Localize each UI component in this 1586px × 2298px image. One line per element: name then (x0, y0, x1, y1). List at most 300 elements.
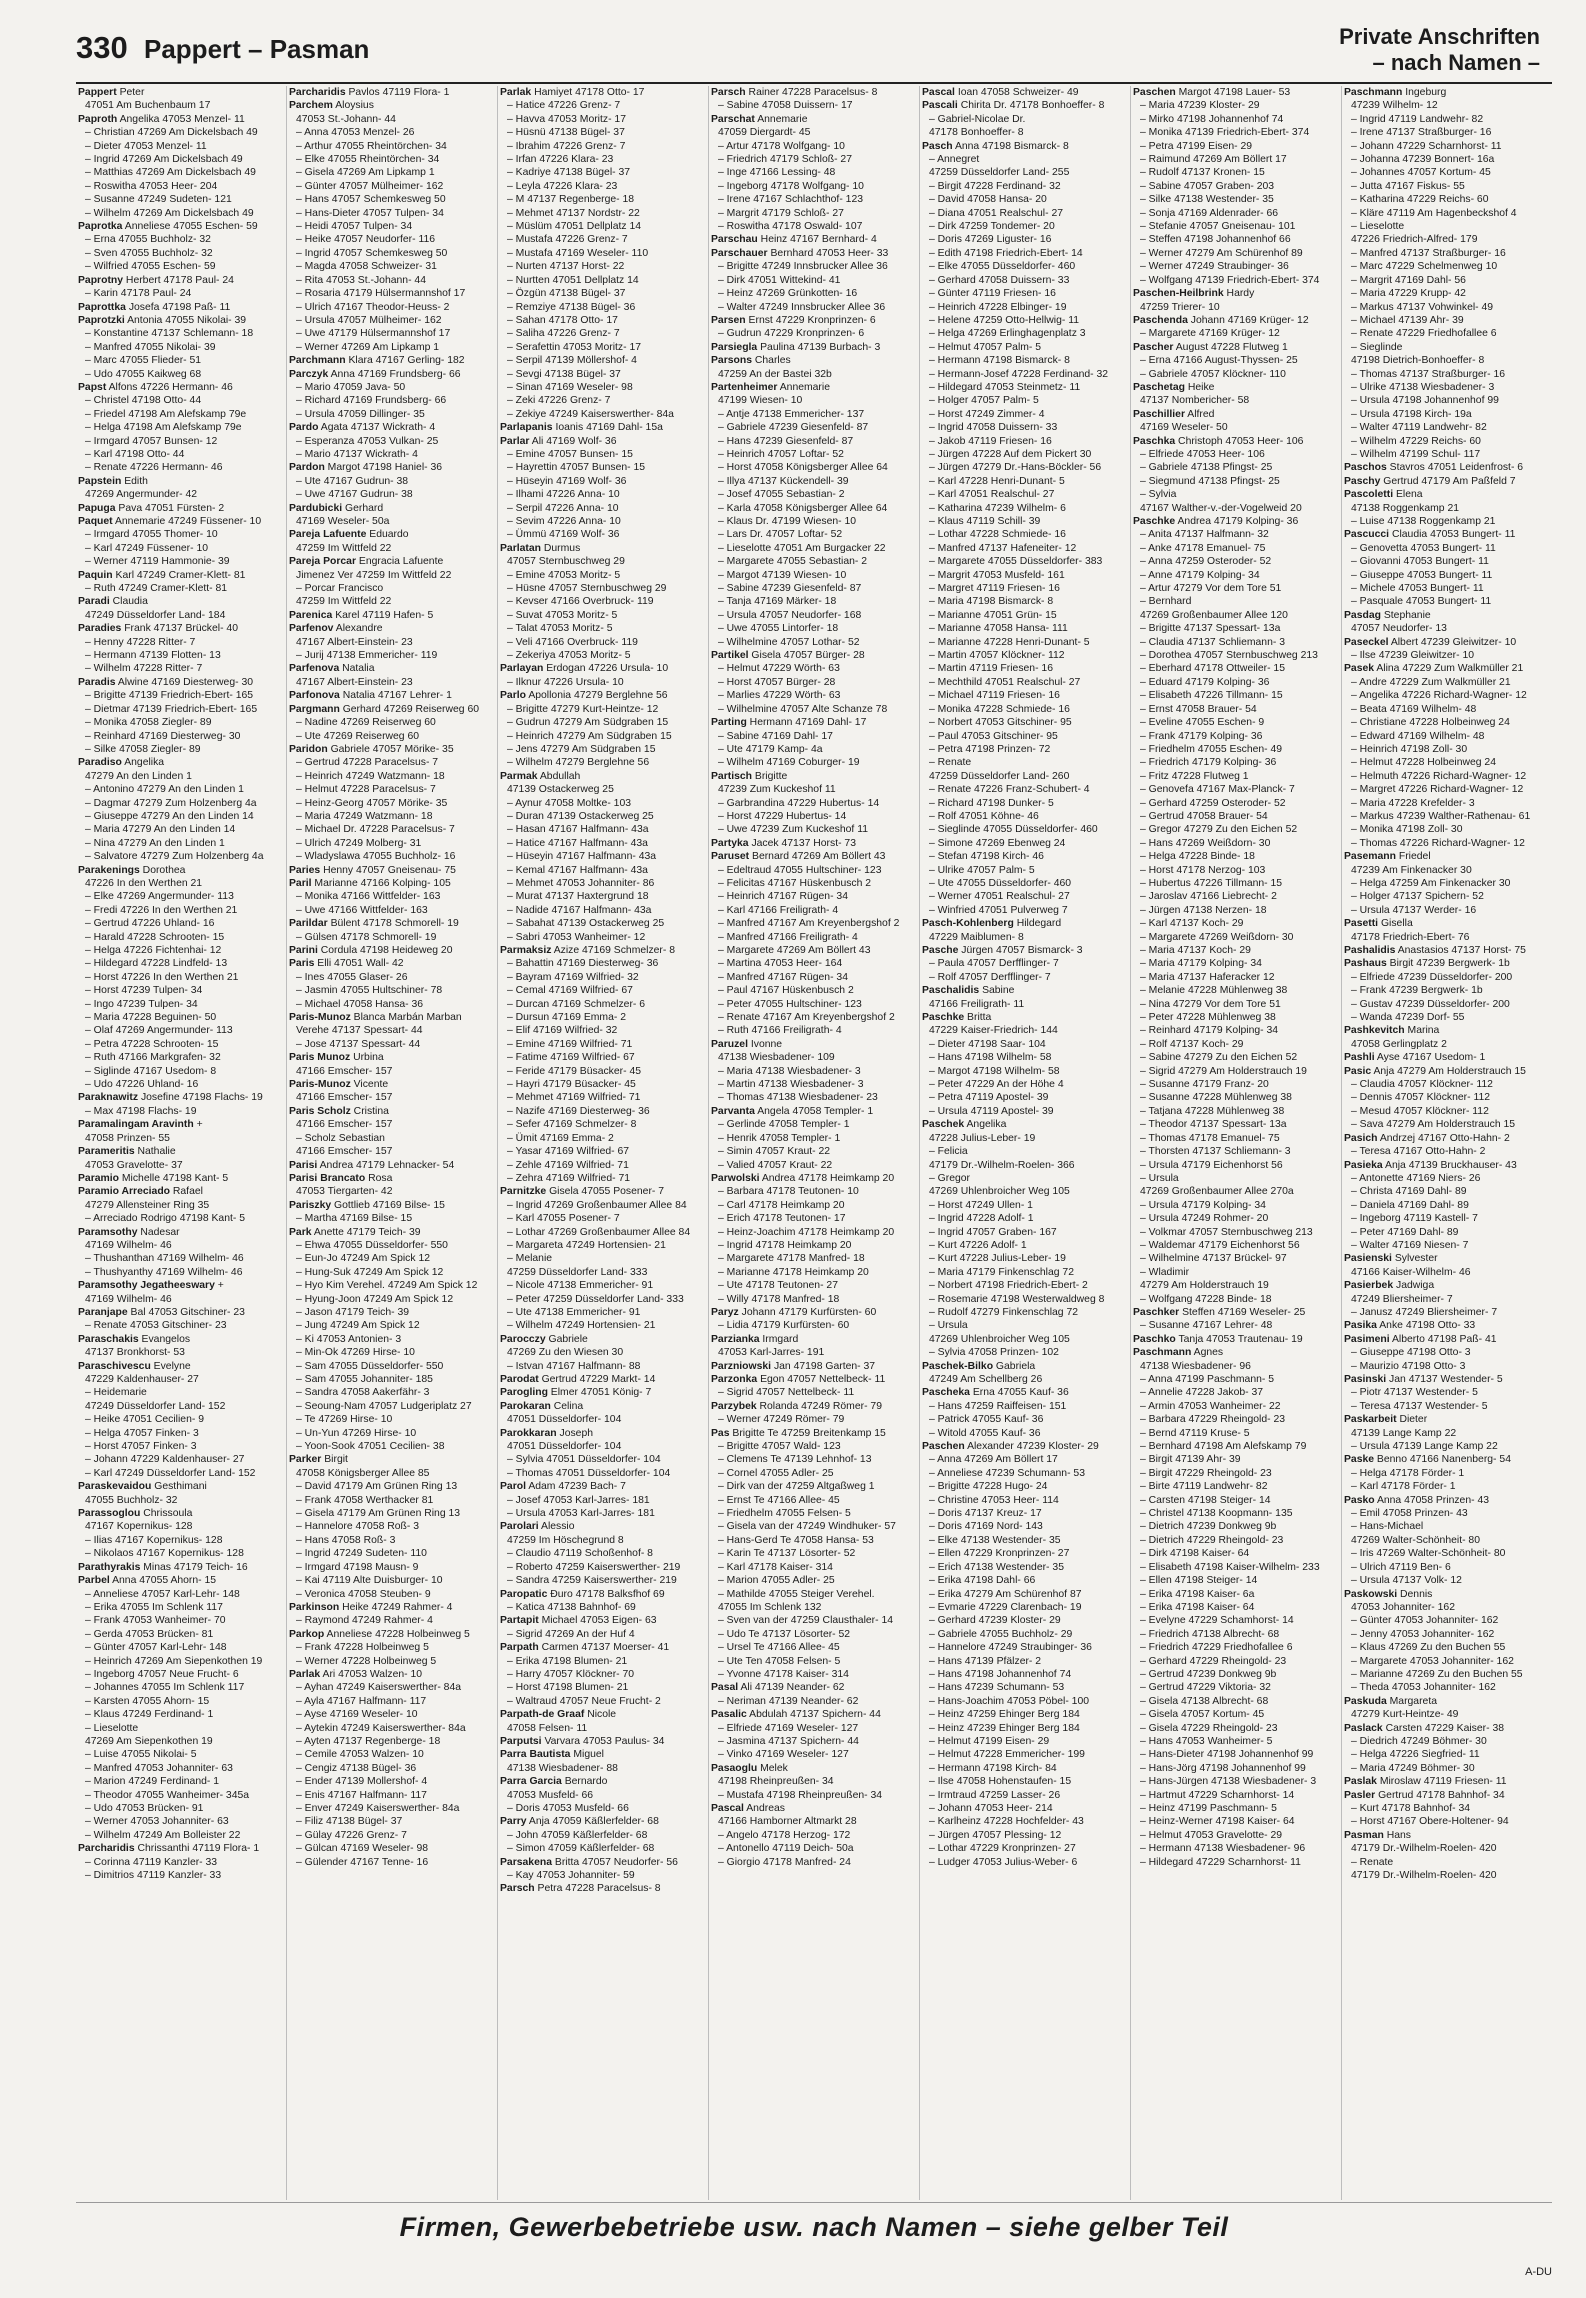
entry-continuation: – Rolf 47051 Köhne- 46 (929, 810, 1039, 822)
surname: Paramio Arreciado (78, 1186, 171, 1198)
directory-entry (289, 917, 493, 930)
entry-continuation: – Bernhard (1140, 596, 1192, 608)
surname: Pardo (289, 422, 319, 434)
entry-continuation: – Marlies 47229 Wörth- 63 (718, 690, 841, 702)
surname: Paschen (1133, 87, 1176, 98)
directory-entry (78, 1601, 282, 1614)
entry-continuation: – Johannes 47057 Kortum- 45 (1351, 167, 1491, 179)
entry-continuation: – Yasar 47169 Wilfried- 67 (507, 1146, 630, 1158)
directory-entry (1344, 1386, 1548, 1399)
entry-continuation: – Paul 47167 Hüskenbusch 2 (718, 985, 854, 997)
directory-entry (1344, 1547, 1548, 1560)
directory-entry (1133, 1293, 1337, 1306)
entry-continuation: – Stefanie 47057 Gneisenau- 101 (1140, 221, 1296, 233)
entry-continuation: – Thorsten 47137 Schliemann- 3 (1140, 1146, 1291, 1158)
surname: Parlapanis (500, 422, 553, 434)
entry-continuation: – Ursula 47137 Volk- 12 (1351, 1575, 1462, 1587)
directory-entry (922, 1668, 1126, 1681)
directory-entry (711, 1467, 915, 1480)
directory-entry (289, 140, 493, 153)
entry-continuation: – Ayten 47137 Regenberge- 18 (296, 1735, 441, 1747)
entry-details: Tanja 47053 Trautenau- 19 (1175, 1333, 1303, 1345)
entry-continuation: – Sabri 47053 Wanheimer- 12 (507, 931, 646, 943)
directory-entry (500, 341, 704, 354)
entry-continuation: – Gabriele 47057 Klöckner- 110 (1140, 368, 1286, 380)
surname: Parkop (289, 1628, 325, 1640)
entry-continuation: 47169 Weseler- 50a (296, 516, 390, 527)
entry-continuation: – Hermann 47198 Bismarck- 8 (929, 355, 1070, 367)
directory-entry (1133, 1641, 1337, 1654)
entry-continuation: 47053 Gravelotte- 37 (85, 1159, 183, 1171)
directory-entry (500, 327, 704, 340)
directory-entry (1133, 274, 1337, 287)
directory-entry (1133, 971, 1337, 984)
surname: Paraknawitz (78, 1092, 139, 1104)
directory-entry (1133, 582, 1337, 595)
entry-continuation: – Ernst Te 47166 Allee- 45 (718, 1494, 840, 1506)
entry-continuation: – Ursula 47057 Mülheimer- 162 (296, 314, 442, 326)
directory-entry (78, 1722, 282, 1735)
directory-entry (711, 1386, 915, 1399)
directory-entry (1344, 1252, 1548, 1265)
entry-details: Egon 47057 Nettelbeck- 11 (757, 1374, 886, 1385)
directory-entry (1344, 582, 1548, 595)
surname: Parzianka (711, 1333, 760, 1345)
directory-entry (711, 1078, 915, 1091)
directory-entry (289, 274, 493, 287)
directory-entry (500, 1534, 704, 1547)
entry-continuation: – Hans 47269 Weißdorn- 30 (1140, 837, 1271, 849)
entry-continuation: – Ute 47269 Reiserweg 60 (296, 730, 420, 742)
entry-continuation: – Dirk 47051 Wittekind- 41 (718, 274, 841, 286)
entry-continuation: – Sevgi 47138 Bügel- 37 (507, 368, 621, 380)
directory-entry (922, 1024, 1126, 1037)
directory-entry (922, 193, 1126, 206)
directory-entry (289, 810, 493, 823)
directory-entry (1344, 1789, 1548, 1802)
directory-entry (1133, 1373, 1337, 1386)
directory-entry (1344, 555, 1548, 568)
directory-entry (1133, 1708, 1337, 1721)
entry-continuation: – Helmut 47199 Eisen- 29 (929, 1735, 1050, 1747)
entry-continuation: 47249 Düsseldorfer Land- 152 (85, 1400, 226, 1412)
surname: Parakenings (78, 864, 140, 876)
entry-continuation: – Johanna 47239 Bonnert- 16a (1351, 154, 1495, 166)
entry-continuation: – Heinrich 47167 Rügen- 34 (718, 891, 848, 903)
entry-continuation: – Karl 47198 Otto- 44 (85, 448, 185, 460)
directory-entry (78, 1561, 282, 1574)
entry-continuation: – Marianne 47058 Hansa- 111 (929, 623, 1068, 635)
directory-entry (289, 1668, 493, 1681)
directory-entry (711, 1628, 915, 1641)
entry-continuation: – Helmuth 47226 Richard-Wagner- 12 (1351, 770, 1527, 782)
entry-continuation: – Petra 47228 Schrooten- 15 (85, 1038, 219, 1050)
entry-continuation: 47179 Dr.-Wilhelm-Roelen- 420 (1351, 1843, 1497, 1855)
entry-continuation: – Teresa 47167 Otto-Hahn- 2 (1351, 1146, 1486, 1158)
entry-continuation: – Wolfgang 47139 Friedrich-Ebert- 374 (1140, 274, 1320, 286)
surname: Pascucci (1344, 529, 1390, 541)
entry-continuation: – Marianne 47178 Heimkamp 20 (718, 1266, 869, 1278)
entry-continuation: – Suvat 47053 Moritz- 5 (507, 609, 618, 621)
surname: Parfonova (289, 690, 340, 702)
entry-continuation: – Özgün 47138 Bügel- 37 (507, 288, 626, 300)
directory-entry (1133, 569, 1337, 582)
directory-entry (1133, 636, 1337, 649)
directory-entry (1133, 1494, 1337, 1507)
surname: Parlak (289, 1668, 321, 1680)
directory-entry (289, 877, 493, 890)
directory-entry (1344, 609, 1548, 622)
directory-entry (500, 1400, 704, 1413)
entry-continuation: – Hüseyin 47169 Wolf- 36 (507, 475, 627, 487)
entry-details: Henny 47057 Gneisenau- 75 (320, 864, 456, 876)
entry-continuation: – Klaus 47119 Schill- 39 (929, 516, 1041, 527)
directory-entry (78, 1212, 282, 1225)
directory-entry (1133, 1105, 1337, 1118)
entry-details: Natalia (339, 663, 375, 675)
entry-continuation: – Nurten 47137 Horst- 22 (507, 261, 625, 273)
surname: Paries (289, 864, 321, 876)
directory-entry (500, 113, 704, 126)
entry-continuation: – Saliha 47226 Grenz- 7 (507, 328, 620, 340)
entry-continuation: – Petra 47198 Prinzen- 72 (929, 743, 1051, 755)
entry-continuation: – Ursula (929, 1320, 968, 1332)
surname: Partenheimer (711, 381, 778, 393)
entry-continuation: – Jasmin 47055 Hultschiner- 78 (296, 985, 443, 997)
entry-details: Bernard 47269 Am Böllert 43 (749, 851, 886, 863)
surname: Pareja Porcar (289, 556, 357, 568)
directory-entry (1133, 622, 1337, 635)
entry-continuation: – Lidia 47179 Kurfürsten- 60 (718, 1320, 850, 1332)
directory-entry (922, 394, 1126, 407)
surname: Parogling (500, 1387, 548, 1399)
directory-entry (500, 1038, 704, 1051)
entry-continuation: – Ellen 47198 Steiger- 14 (1140, 1575, 1258, 1587)
directory-entry (500, 274, 704, 287)
directory-entry (1133, 1681, 1337, 1694)
directory-entry (922, 1722, 1126, 1735)
directory-entry (1344, 1641, 1548, 1654)
entry-continuation: – Gertrud 47226 Uhland- 16 (85, 918, 215, 930)
directory-entry (78, 1815, 282, 1828)
directory-entry (1133, 649, 1337, 662)
entry-continuation: – Ibrahim 47226 Grenz- 7 (507, 140, 626, 152)
surname: Pashalidis (1344, 945, 1396, 956)
directory-entry (78, 435, 282, 448)
entry-continuation: – Sava 47279 Am Holderstrauch 15 (1351, 1119, 1516, 1131)
entry-continuation: – Martha 47169 Bilse- 15 (296, 1213, 413, 1225)
directory-entry (289, 153, 493, 166)
entry-continuation: – Klaus Dr. 47199 Wiesen- 10 (718, 516, 857, 527)
surname: Parkinson (289, 1601, 340, 1613)
directory-entry (500, 730, 704, 743)
directory-entry (711, 957, 915, 970)
entry-continuation: – Maria 47137 Haferacker 12 (1140, 971, 1275, 983)
directory-entry (289, 1360, 493, 1373)
directory-entry (922, 636, 1126, 649)
directory-entry (289, 1413, 493, 1426)
directory-entry (1133, 1159, 1337, 1172)
surname: Pascher (1133, 341, 1174, 353)
directory-entry (711, 555, 915, 568)
directory-entry (1133, 528, 1337, 541)
directory-entry (711, 676, 915, 689)
entry-continuation: – Birte 47119 Landwehr- 82 (1140, 1481, 1268, 1493)
entry-continuation: – Hans-Michael (1351, 1521, 1424, 1533)
directory-entry (500, 1681, 704, 1694)
entry-details: Durmus (541, 542, 581, 554)
entry-continuation: – Ruth 47249 Cramer-Klett- 81 (85, 583, 228, 595)
directory-entry (1344, 730, 1548, 743)
entry-details: Edith (121, 475, 148, 487)
directory-entry (1133, 1802, 1337, 1815)
entry-continuation: – Scholz Sebastian (296, 1132, 385, 1144)
entry-details: Elmer 47051 König- 7 (547, 1387, 652, 1399)
surname: Pasman (1344, 1829, 1384, 1841)
entry-continuation: – Gregor 47279 Zu den Eichen 52 (1140, 824, 1298, 836)
entry-continuation: – Renate (1351, 1856, 1394, 1868)
entry-details: Ari 47053 Walzen- 10 (320, 1668, 423, 1680)
entry-details: Rafael (170, 1186, 203, 1198)
entry-continuation: – Wilhelm 47249 Am Bolleister 22 (85, 1829, 241, 1841)
entry-continuation: – Anna 47199 Paschmann- 5 (1140, 1374, 1275, 1385)
entry-continuation: – Susanne 47179 Franz- 20 (1140, 1079, 1269, 1091)
entry-continuation: – Ursula 47179 Eichenhorst 56 (1140, 1159, 1283, 1171)
directory-entry (1344, 1413, 1548, 1426)
directory-entry (1133, 542, 1337, 555)
entry-continuation: – Manfred 47053 Johanniter- 63 (85, 1762, 233, 1774)
directory-entry (1133, 877, 1337, 890)
directory-entry (711, 341, 915, 354)
surname: Paquin (78, 569, 113, 581)
surname: Parbel (78, 1575, 110, 1587)
directory-entry (289, 1091, 493, 1104)
directory-entry (711, 1856, 915, 1869)
entry-continuation: – Harry 47057 Klöckner- 70 (507, 1668, 635, 1680)
directory-entry (711, 475, 915, 488)
entry-continuation: – Dennis 47057 Klöckner- 112 (1351, 1092, 1491, 1104)
directory-entry (500, 233, 704, 246)
directory-entry (289, 756, 493, 769)
entry-continuation: – Hans 47057 Schemkesweg 50 (296, 194, 446, 206)
entry-continuation: – Gisela 47269 Am Lipkamp 1 (296, 167, 435, 179)
entry-continuation: – Aytekin 47249 Kaiserswerther- 84a (296, 1722, 466, 1734)
directory-entry (289, 86, 493, 99)
entry-continuation: – Hung-Suk 47249 Am Spick 12 (296, 1266, 444, 1278)
directory-entry (78, 1132, 282, 1145)
entry-details: Chirita Dr. 47178 Bonhoeffer- 8 (957, 100, 1105, 112)
entry-continuation: – Heinrich 47228 Elbinger- 19 (929, 301, 1067, 313)
directory-entry (500, 207, 704, 220)
directory-entry (78, 1695, 282, 1708)
entry-continuation: – Siglinde 47167 Usedom- 8 (85, 1065, 217, 1077)
entry-continuation: – Gisela 47057 Kortum- 45 (1140, 1709, 1265, 1721)
directory-entry (1344, 850, 1548, 863)
directory-entry (500, 1507, 704, 1520)
entry-details: Anette 47179 Teich- 39 (311, 1226, 421, 1238)
directory-entry (78, 1159, 282, 1172)
directory-entry (922, 1762, 1126, 1775)
directory-entry (289, 1293, 493, 1306)
directory-entry (500, 542, 704, 555)
entry-continuation: – Teresa 47137 Westender- 5 (1351, 1400, 1488, 1412)
entry-continuation: – Ki 47053 Antonien- 3 (296, 1333, 402, 1345)
entry-continuation: – Wilhelm 47199 Schul- 117 (1351, 448, 1481, 460)
entry-continuation: – Ursula 47119 Apostel- 39 (929, 1105, 1054, 1117)
surname: Parker (289, 1454, 322, 1466)
directory-entry (78, 1440, 282, 1453)
entry-continuation: – Nikolaos 47167 Kopernikus- 128 (85, 1548, 244, 1560)
directory-entry (289, 1266, 493, 1279)
entry-continuation: 47058 Prinzen- 55 (85, 1132, 170, 1144)
directory-entry (78, 1360, 282, 1373)
entry-continuation: 47249 Düsseldorfer Land- 184 (85, 609, 226, 621)
directory-entry (289, 582, 493, 595)
entry-continuation: – Beata 47169 Wilhelm- 48 (1351, 703, 1477, 715)
directory-entry (1344, 810, 1548, 823)
entry-continuation: – Porcar Francisco (296, 583, 384, 595)
entry-continuation: – Mathilde 47055 Steiger Verehel. (718, 1588, 875, 1600)
footer-notice: Firmen, Gewerbebetriebe usw. nach Namen – siehe gelber Teil (399, 2212, 1229, 2242)
directory-entry (711, 1601, 915, 1614)
entry-continuation: – Gudrun 47279 Am Südgraben 15 (507, 717, 669, 729)
directory-entry (711, 716, 915, 729)
directory-entry (711, 1681, 915, 1694)
surname: Paraschivescu (78, 1360, 151, 1372)
entry-continuation: – Maria 47249 Böhmer- 30 (1351, 1762, 1475, 1774)
entry-continuation: – Dietrich 47229 Rheingold- 23 (1140, 1534, 1284, 1546)
entry-continuation: – Annelie 47228 Jakob- 37 (1140, 1387, 1264, 1399)
directory-entry (500, 770, 704, 783)
directory-entry (78, 1024, 282, 1037)
entry-continuation: – Gerhard 47229 Rheingold- 23 (1140, 1655, 1287, 1667)
surname: Parisi (289, 1159, 318, 1171)
entry-continuation: – Michele 47053 Bungert- 11 (1351, 583, 1484, 595)
directory-entry (289, 1655, 493, 1668)
entry-continuation: – Armin 47053 Wanheimer- 22 (1140, 1400, 1281, 1412)
entry-continuation: – Brigitte 47139 Friedrich-Ebert- 165 (85, 690, 254, 702)
directory-entry (500, 153, 704, 166)
directory-entry (1133, 595, 1337, 608)
entry-details: Alexandre (333, 623, 383, 635)
entry-continuation: – Zehle 47169 Wilfried- 71 (507, 1159, 629, 1171)
entry-details: Anja 47139 Bruckhauser- 43 (1382, 1159, 1517, 1171)
entry-continuation: Jimenez Ver 47259 Im Wittfeld 22 (296, 569, 452, 581)
directory-entry (922, 931, 1126, 944)
directory-entry (1133, 1266, 1337, 1279)
entry-continuation: – Theda 47053 Johanniter- 162 (1351, 1682, 1496, 1694)
entry-continuation: – Brigitte 47228 Hugo- 24 (929, 1481, 1048, 1493)
entry-continuation: – Henrik 47058 Templer- 1 (718, 1132, 841, 1144)
entry-continuation: – Johann 47229 Scharnhorst- 11 (1351, 140, 1502, 152)
directory-entry (500, 421, 704, 434)
entry-continuation: – Willy 47178 Manfred- 18 (718, 1293, 840, 1305)
directory-entry (78, 1480, 282, 1493)
directory-entry (1133, 1386, 1337, 1399)
directory-entry (1344, 1722, 1548, 1735)
entry-continuation: – Maria 47229 Krupp- 42 (1351, 288, 1466, 300)
directory-entry (1133, 166, 1337, 179)
directory-entry (1133, 703, 1337, 716)
directory-entry (289, 1453, 493, 1466)
entry-details: Stavros 47051 Leidenfrost- 6 (1386, 462, 1524, 474)
entry-continuation: – Maria 47179 Finkenschlag 72 (929, 1266, 1074, 1278)
directory-entry (289, 595, 493, 608)
directory-entry (1344, 1668, 1548, 1681)
surname: Parokaran (500, 1400, 551, 1412)
entry-continuation: – Dirk 47259 Tondemer- 20 (929, 221, 1055, 233)
directory-entry (289, 569, 493, 582)
directory-entry (1133, 1279, 1337, 1292)
surname: Pascal (922, 87, 955, 98)
directory-entry (1344, 1400, 1548, 1413)
directory-entry (500, 1266, 704, 1279)
directory-entry (289, 1386, 493, 1399)
directory-entry (500, 1413, 704, 1426)
entry-continuation: – Hyung-Joon 47249 Am Spick 12 (296, 1293, 454, 1305)
directory-entry (1133, 609, 1337, 622)
directory-entry (1133, 287, 1337, 300)
directory-entry (1133, 783, 1337, 796)
entry-continuation: – Ute 47055 Düsseldorfer- 460 (929, 877, 1072, 889)
entry-details: Agnes (1191, 1347, 1224, 1359)
entry-continuation: – Erika 47198 Kaiser- 6a (1140, 1588, 1255, 1600)
surname: Pashaus (1344, 958, 1387, 970)
entry-continuation: – Vinko 47169 Weseler- 127 (718, 1749, 849, 1761)
directory-entry (1133, 1118, 1337, 1131)
entry-continuation: – Helga 47259 Am Finkenacker 30 (1351, 877, 1511, 889)
directory-entry (711, 1614, 915, 1627)
entry-continuation: – Gerhard 47058 Duissern- 33 (929, 274, 1070, 286)
directory-entry (289, 1735, 493, 1748)
entry-continuation: – Rosemarie 47198 Westerwaldweg 8 (929, 1293, 1105, 1305)
entry-continuation: – Gudrun 47229 Kronprinzen- 6 (718, 328, 865, 340)
entry-continuation: – Dorothea 47057 Sternbuschweg 213 (1140, 650, 1318, 662)
directory-entry (1133, 743, 1337, 756)
directory-entry (289, 1842, 493, 1855)
entry-continuation: – Heidi 47057 Tulpen- 34 (296, 221, 413, 233)
directory-entry (922, 1695, 1126, 1708)
directory-entry (289, 1708, 493, 1721)
entry-details: Alina 47229 Zum Walkmüller 21 (1374, 663, 1524, 675)
directory-entry (78, 528, 282, 541)
entry-continuation: – Seoung-Nam 47057 Ludgeriplatz 27 (296, 1400, 472, 1412)
directory-entry (922, 1159, 1126, 1172)
directory-entry (922, 877, 1126, 890)
entry-continuation: 47239 Am Finkenacker 30 (1351, 864, 1472, 876)
entry-continuation: – Emine 47169 Wilfried- 71 (507, 1038, 633, 1050)
entry-continuation: – Hannelore 47249 Straubinger- 36 (929, 1642, 1092, 1654)
entry-continuation: – Ludger 47053 Julius-Weber- 6 (929, 1856, 1078, 1868)
entry-continuation: – Fredi 47226 In den Werthen 21 (85, 904, 238, 916)
entry-continuation: – Gülay 47226 Grenz- 7 (296, 1829, 407, 1841)
directory-entry (922, 1172, 1126, 1185)
directory-entry (78, 394, 282, 407)
entry-continuation: 47269 Am Siepenkothen 19 (85, 1735, 213, 1747)
entry-continuation: 47053 Karl-Jarres- 191 (718, 1347, 825, 1359)
entry-continuation: – Janusz 47249 Bliersheimer- 7 (1351, 1306, 1498, 1318)
entry-continuation: – Ilhami 47226 Anna- 10 (507, 489, 620, 501)
directory-entry (1344, 1856, 1548, 1869)
entry-continuation: – Erika 47055 Im Schlenk 117 (85, 1601, 223, 1613)
directory-entry (922, 421, 1126, 434)
entry-continuation: – Horst 47229 Hubertus- 14 (718, 810, 847, 822)
directory-entry (78, 1668, 282, 1681)
directory-entry (289, 1279, 493, 1292)
directory-entry (1344, 153, 1548, 166)
directory-entry (78, 448, 282, 461)
entry-details: Agata 47137 Wickrath- 4 (318, 422, 436, 434)
